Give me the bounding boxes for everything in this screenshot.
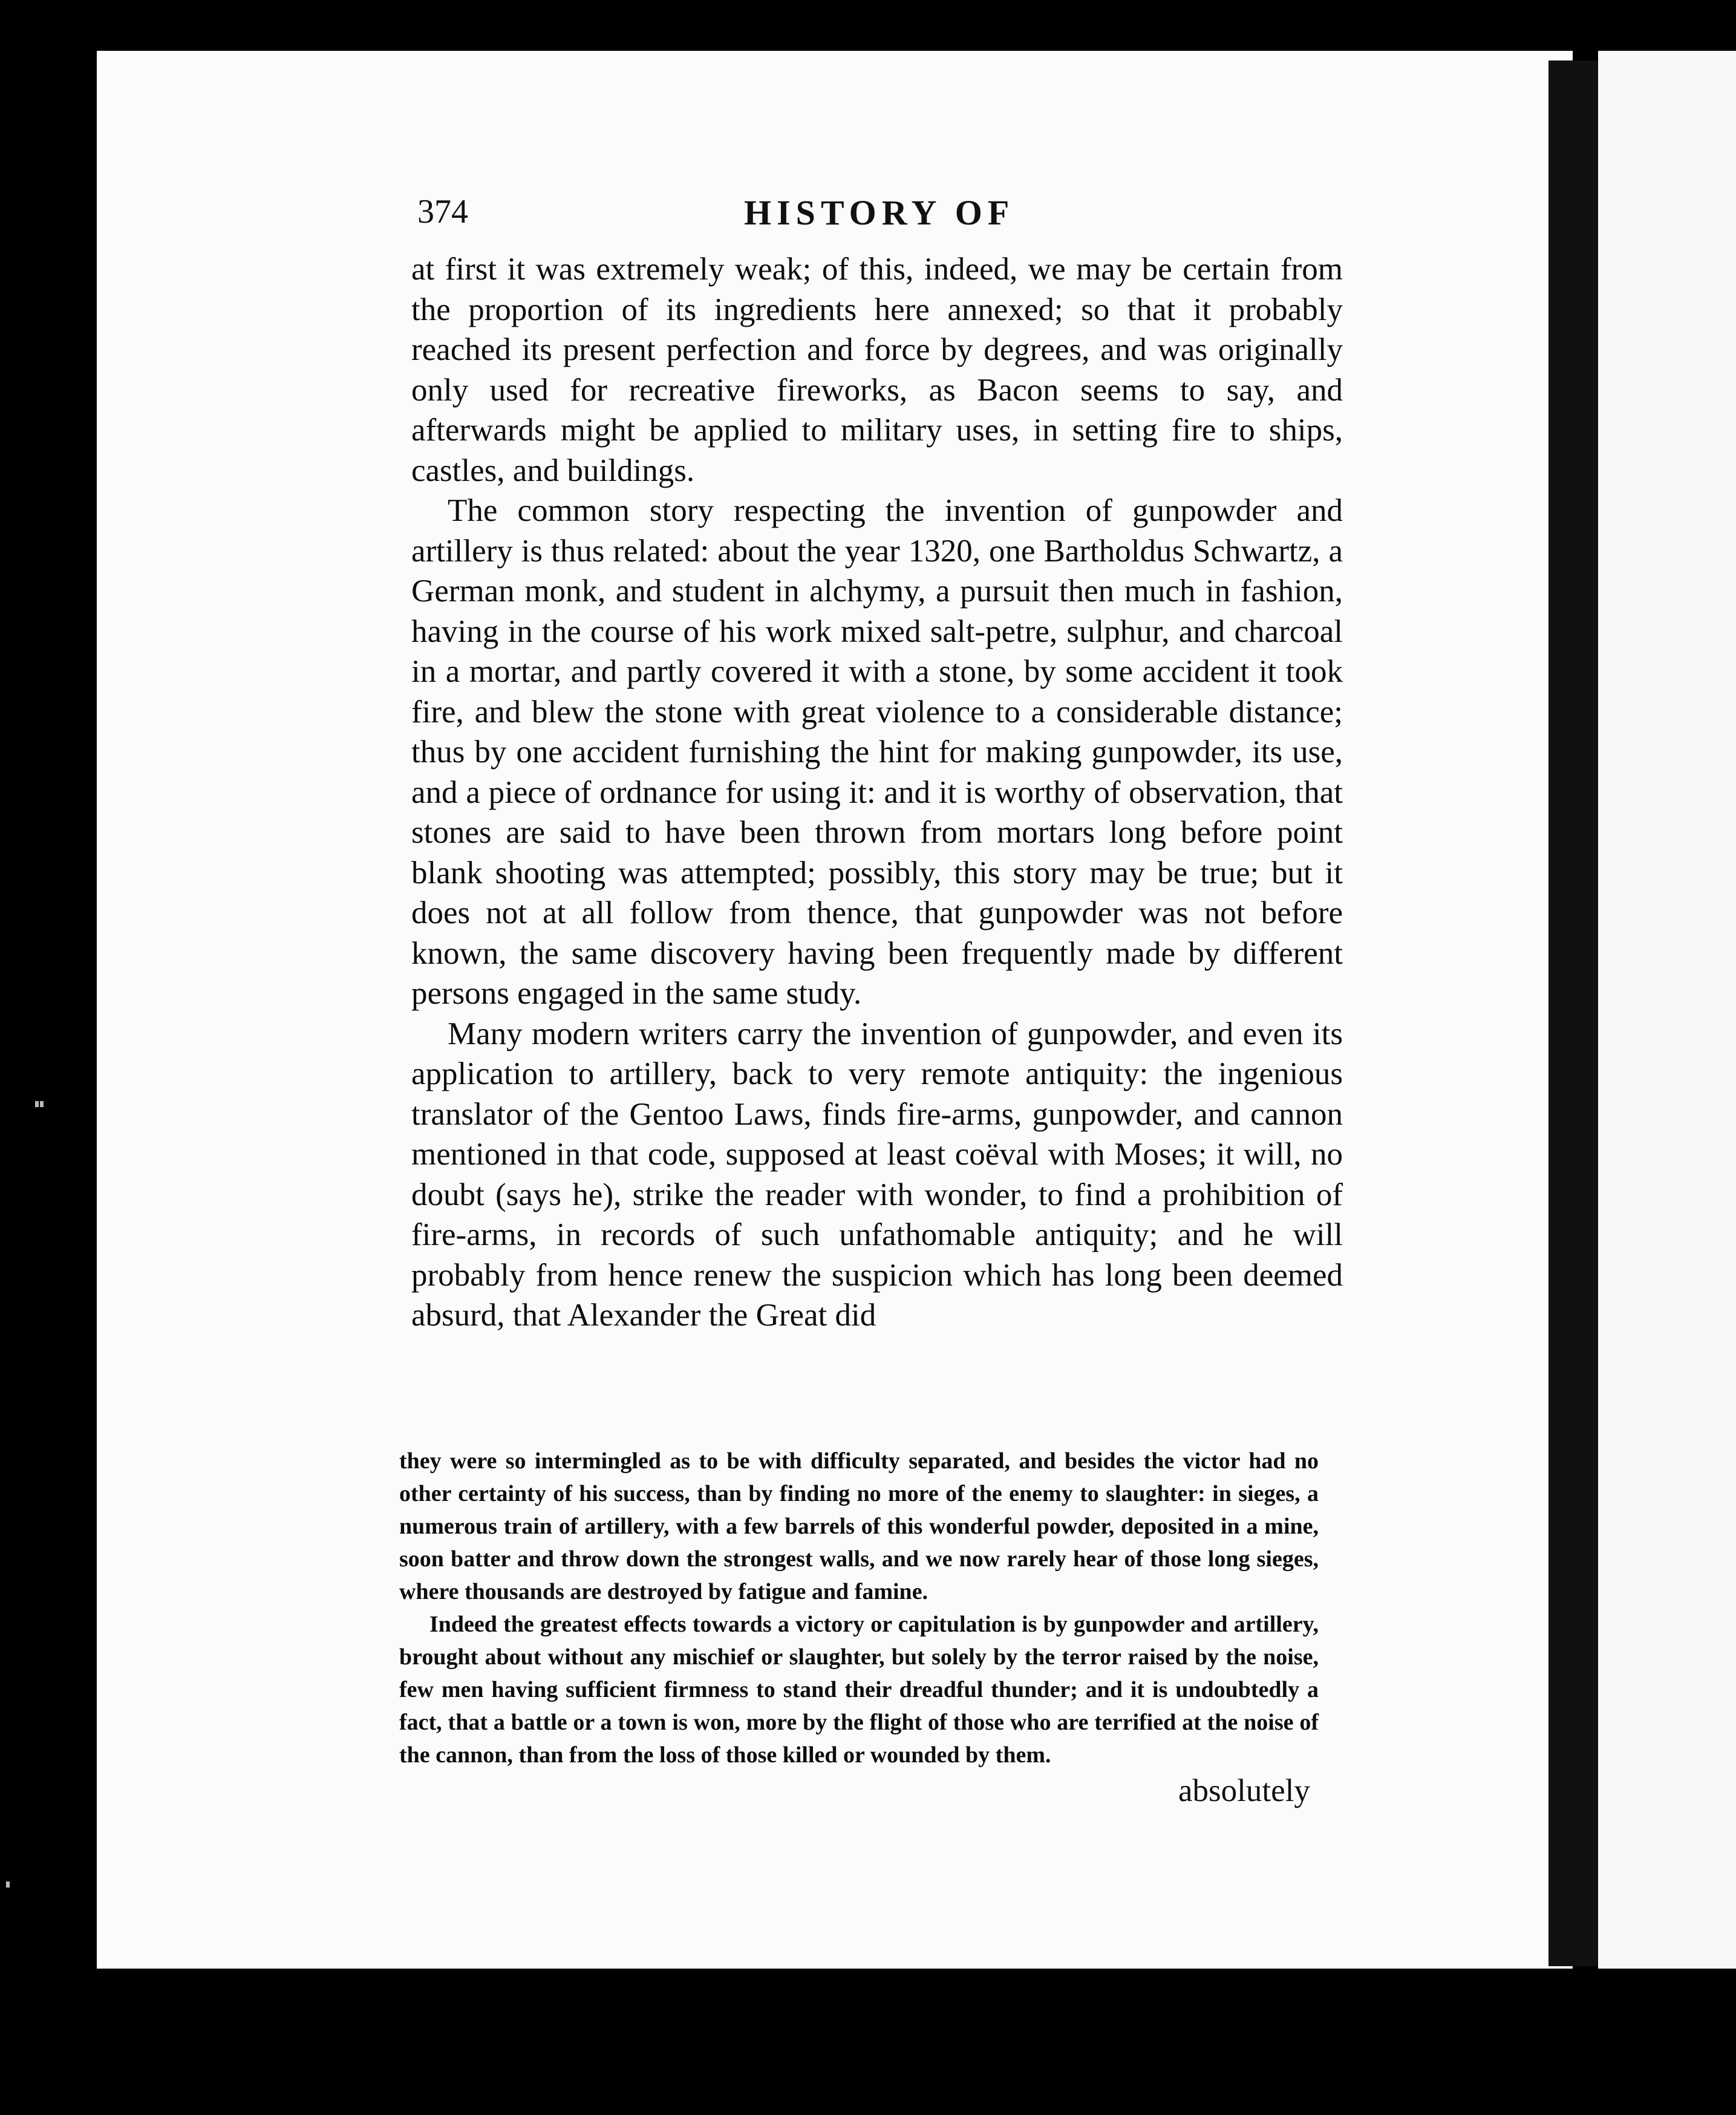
book-gutter (1548, 60, 1598, 1966)
paragraph: Many modern writers carry the invention of gunpowder, and even its application to artillery, back to very remote antiquity: the ingenious translator of the Gentoo Laws, finds fire-arms, gunpowder, and cannon mentioned in that code, supposed at least coëval with Moses; it will, no doubt (says he), strike the reader with wonder, to find a prohibition of fire-arms, in records of such unfathomable antiquity; and he will probably from hence renew the suspicion which has long been deemed absurd, that Alexander the Great did (411, 1016, 1343, 1333)
scan-speck (6, 1881, 10, 1888)
paragraph: The common story respecting the invention of gunpowder and artillery is thus related: about the year 1320, one Bartholdus Schwartz, a German monk, and student in alchymy, a pursuit then much in fashion, having in the course of his work mixed salt-petre, sulphur, and charcoal in a mortar, and partly covered it with a stone, by some accident it took fire, and blew the stone with great violence to a considerable distance; thus by one accident furnishing the hint for making gunpowder, its use, and a piece of ordnance for using it: and it is worthy of observation, that stones are said to have been thrown from mortars long before point blank shooting was attempted; possibly, this story may be true; but it does not at all follow from thence, that gunpowder was not before known, the same discovery having been frequently made by different persons engaged in the same study. (411, 493, 1343, 1011)
facing-page-edge (1598, 51, 1736, 1969)
scan-speck (35, 1101, 39, 1107)
scan-speck (40, 1101, 44, 1107)
paragraph: at first it was extremely weak; of this, indeed, we may be certain from the proportion of its ingredients here annexed; so that it probably reached its present perfection and force by degrees, and was originally only used for recreative fireworks, as Bacon seems to say, and afterwards might be applied to military uses, in setting fire to ships, castles, and buildings. (411, 252, 1343, 488)
main-text (411, 249, 1343, 1336)
catchword: absolutely (1178, 1773, 1310, 1808)
footnote-paragraph: Indeed the greatest effects towards a victory or capitulation is by gunpowder and artillery, brought about without any mischief or slaughter, but solely by the terror raised by the noise, few men having sufficient firmness to stand their dreadful thunder; and it is undoubtedly a fact, that a battle or a town is won, more by the flight of those who are terrified at the noise of the cannon, than from the loss of those killed or wounded by them. (399, 1612, 1319, 1768)
footnotes (399, 1445, 1319, 1771)
running-head (417, 192, 1361, 247)
running-title: HISTORY OF (744, 193, 1015, 232)
page-number: 374 (417, 193, 468, 230)
footnote-paragraph: they were so intermingled as to be with difficulty separated, and besides the victor had no other certainty of his success, than by finding no more of the enemy to slaughter: in sieges, a numerous train of artillery, with a few barrels of this wonderful powder, deposited in a mine, soon batter and throw down the strongest walls, and we now rarely hear of those long sieges, where thousands are destroyed by fatigue and famine. (399, 1448, 1319, 1604)
